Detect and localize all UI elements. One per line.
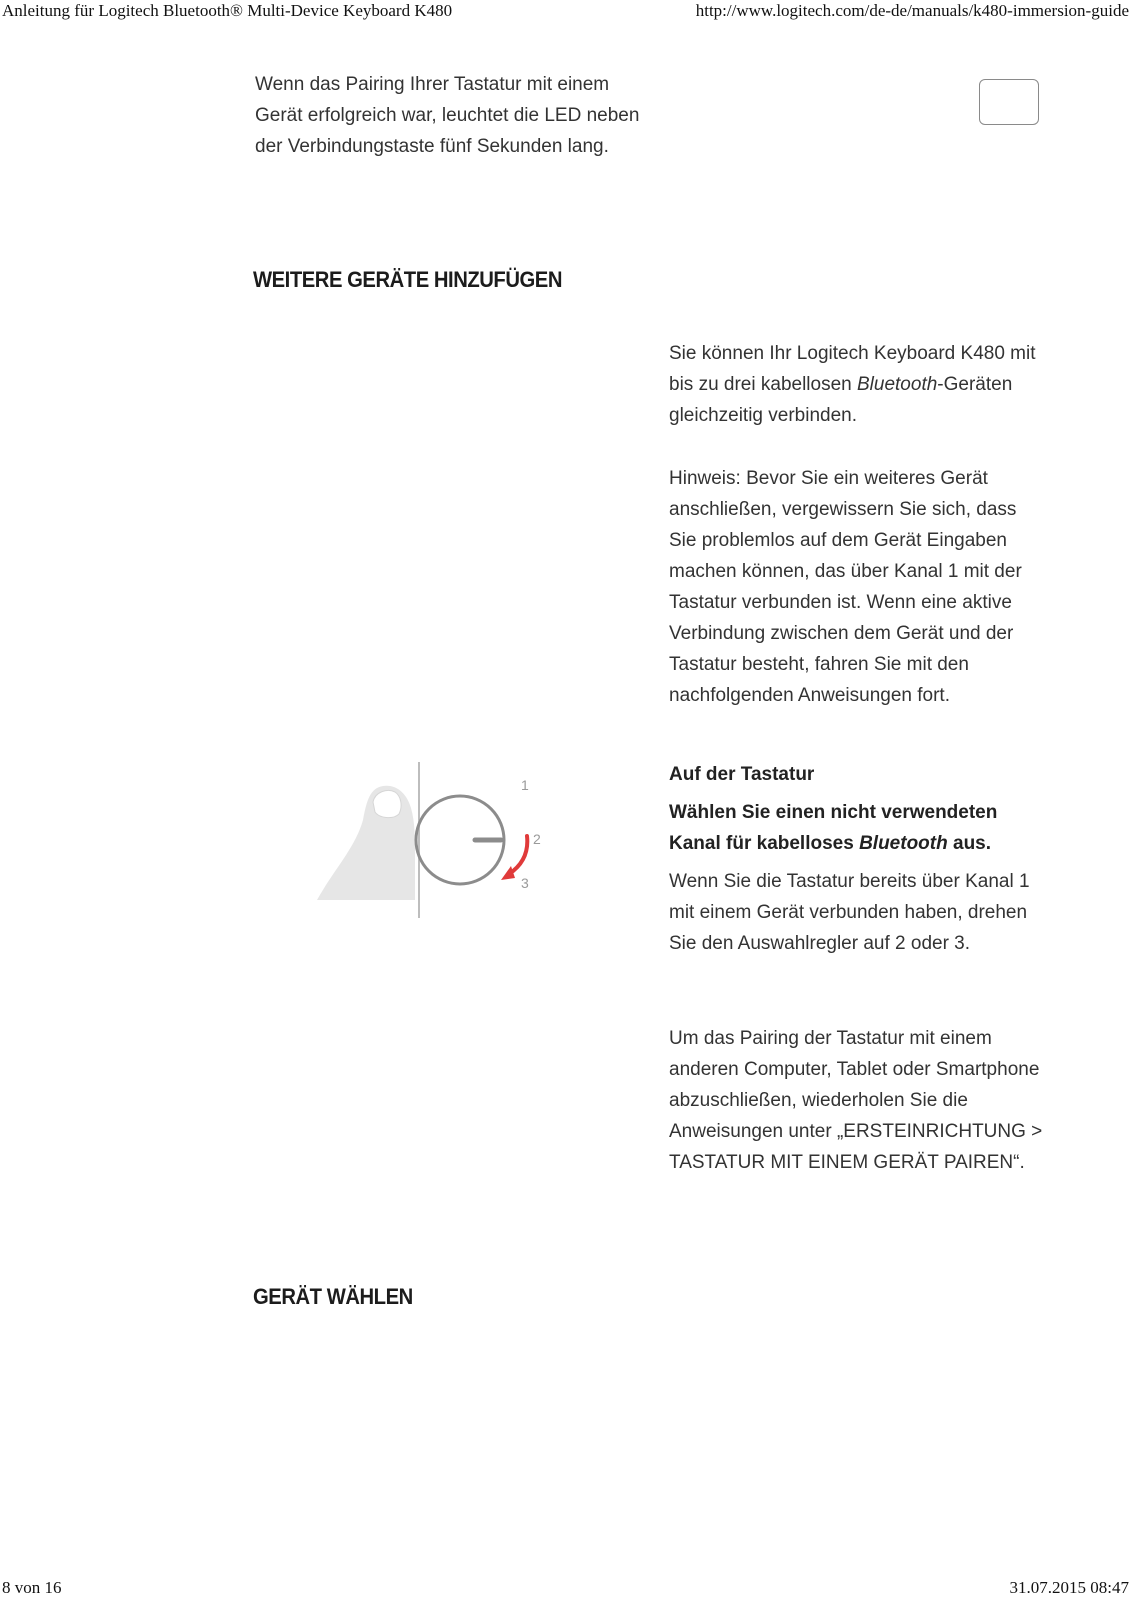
intro-paragraph <box>255 69 640 162</box>
step-description <box>669 866 1049 959</box>
intro-text-part1: Sie können Ihr Logitech Keyboard K480 mit bis zu drei kabellosen <box>669 343 1036 395</box>
add-devices-intro-text <box>669 338 1049 431</box>
repeat-instructions <box>669 1023 1049 1178</box>
step-bluetooth-emphasis: Bluetooth <box>859 833 948 854</box>
note-paragraph <box>669 463 1049 711</box>
intro-text-part2: -Geräten gleichzeitig verbinden. <box>669 374 1013 426</box>
dial-label-3: 3 <box>521 875 529 891</box>
bluetooth-emphasis: Bluetooth <box>857 374 938 395</box>
channel-dial-illustration <box>315 758 555 923</box>
print-timestamp: 31.07.2015 08:47 <box>1009 1578 1129 1597</box>
document-title: Anleitung für Logitech Bluetooth® Multi-Device Keyboard K480 <box>2 1 453 20</box>
print-header <box>0 0 1131 22</box>
step-heading <box>669 797 1049 859</box>
dial-label-2: 2 <box>533 831 541 847</box>
document-url[interactable]: http://www.logitech.com/de-de/manuals/k480-immersion-guide <box>695 1 1129 20</box>
note-text: Hinweis: Bevor Sie ein weiteres Gerät anschließen, vergewissern Sie sich, dass Sie problemlos auf dem Gerät Eingaben machen können, das über Kanal 1 mit der Tastatur verbunden ist. Wenn eine aktive Verbindung zwischen dem Gerät und der Tastatur besteht, fahren Sie mit den nachfolgenden Anweisungen fort. <box>669 468 1022 706</box>
section-title-select-device: GERÄT WÄHLEN <box>253 1284 413 1309</box>
print-footer <box>0 1577 1131 1599</box>
led-indicator-image <box>979 79 1039 125</box>
dial-label-1: 1 <box>521 777 529 793</box>
step-heading-text <box>669 797 1049 859</box>
add-devices-intro <box>669 338 1049 431</box>
fingernail-shape <box>373 790 401 817</box>
repeat-instructions-text: Um das Pairing der Tastatur mit einem anderen Computer, Tablet oder Smartphone abzuschließen, wiederholen Sie die Anweisungen unter „ERSTEINRICHTUNG > TASTATUR MIT EINEM GERÄT PAIREN“. <box>669 1028 1043 1173</box>
step-text-part1: Wählen Sie einen nicht verwendeten Kanal für kabelloses <box>669 802 998 854</box>
step-description-text: Wenn Sie die Tastatur bereits über Kanal 1 mit einem Gerät verbunden haben, drehen Sie den Auswahlregler auf 2 oder 3. <box>669 871 1030 954</box>
page-number: 8 von 16 <box>2 1578 62 1597</box>
rotation-arrow-head <box>501 866 515 880</box>
intro-text: Wenn das Pairing Ihrer Tastatur mit einem Gerät erfolgreich war, leuchtet die LED neben der Verbindungstaste fünf Sekunden lang. <box>255 74 640 157</box>
sub-heading-keyboard: Auf der Tastatur <box>669 764 815 785</box>
section-title-add-devices: WEITERE GERÄTE HINZUFÜGEN <box>253 267 562 292</box>
step-text-part2: aus. <box>947 833 992 854</box>
